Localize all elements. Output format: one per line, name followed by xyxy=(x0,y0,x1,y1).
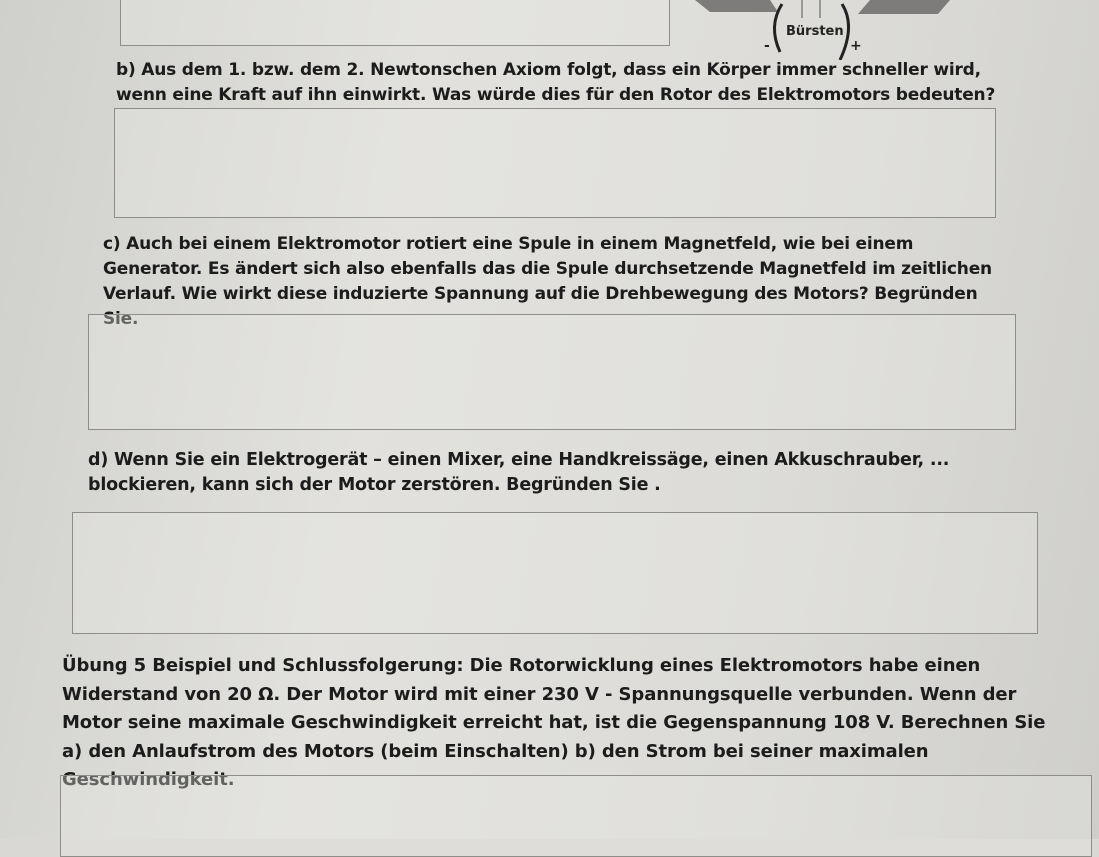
brushes-label: Bürsten xyxy=(786,24,844,39)
question-b-text: b) Aus dem 1. bzw. dem 2. Newtonschen Axiom folgt, dass ein Körper immer schneller wird, wenn eine Kraft auf ihn einwirkt. Was würde dies für den Rotor des Elektromotors bedeuten? xyxy=(116,60,996,105)
right-magnet-shape xyxy=(858,0,950,14)
answer-box-c[interactable] xyxy=(88,314,1016,430)
answer-box-exercise-5[interactable] xyxy=(60,775,1092,857)
exercise-5-text: Übung 5 Beispiel und Schlussfolgerung: Die Rotorwicklung eines Elektromotors habe einen Widerstand von 20 Ω. Der Motor wird mit einer 230 V - Spannungsquelle verbunden. Wenn der Motor seine maximale Geschwindigkeit erreicht hat, ist die Gegenspannung 108 V. Berechnen Sie a) den Anlaufstrom des Motors (beim Einschalten) b) den Strom bei seiner maximalen Geschwindigkeit. xyxy=(62,655,1046,790)
minus-sign: - xyxy=(764,38,770,54)
motor-brushes-diagram xyxy=(690,0,960,60)
answer-box-b[interactable] xyxy=(114,108,996,218)
question-c-text: c) Auch bei einem Elektromotor rotiert eine Spule in einem Magnetfeld, wie bei einem Generator. Es ändert sich also ebenfalls das die Spule durchsetzende Magnetfeld im zeitlichen Verlauf. Wie wirkt diese induzierte Spannung auf die Drehbewegung des Motors? Begründen Sie. xyxy=(103,234,992,329)
plus-sign: + xyxy=(850,38,862,54)
question-d-text: d) Wenn Sie ein Elektrogerät – einen Mixer, eine Handkreissäge, einen Akkuschrauber, ... blockieren, kann sich der Motor zerstören. Begründen Sie . xyxy=(88,450,950,495)
left-magnet-shape xyxy=(695,0,778,12)
answer-box-d[interactable] xyxy=(72,512,1038,634)
answer-box-a[interactable] xyxy=(120,0,670,46)
